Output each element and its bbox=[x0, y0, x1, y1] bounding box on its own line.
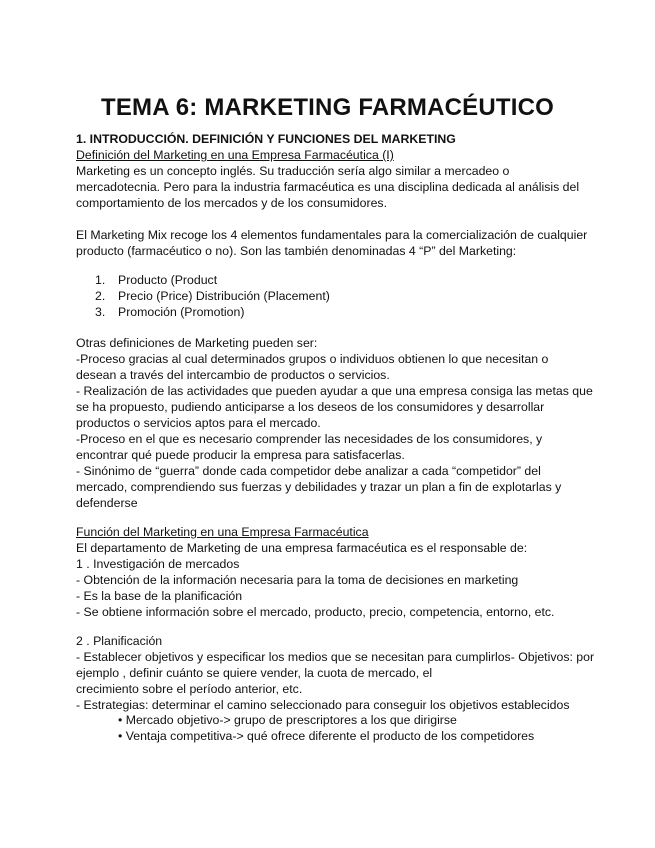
paragraph-line: El departamento de Marketing de una empresa farmacéutica es el responsable de: bbox=[76, 541, 528, 555]
list-text: Promoción (Promotion) bbox=[118, 305, 245, 319]
paragraph-line: - Obtención de la información necesaria para la toma de decisiones en marketing bbox=[76, 573, 519, 587]
list-text: Precio (Price) Distribución (Placement) bbox=[118, 289, 330, 303]
paragraph-line: 1 . Investigación de mercados bbox=[76, 557, 240, 571]
paragraph-line: comportamiento de los mercados y de los consumidores. bbox=[76, 196, 387, 210]
list-number: 2. bbox=[95, 289, 106, 303]
list-number: 1. bbox=[95, 273, 106, 287]
page-title: TEMA 6: MARKETING FARMACÉUTICO bbox=[100, 94, 555, 121]
bullet-item: • Mercado objetivo-> grupo de prescriptores a los que dirigirse bbox=[118, 713, 457, 727]
paragraph-line: 2 . Planificación bbox=[76, 634, 163, 648]
list-item bbox=[95, 305, 244, 319]
paragraph-line: Otras definiciones de Marketing pueden ser: bbox=[76, 336, 318, 350]
paragraph-line: - Realización de las actividades que pueden ayudar a que una empresa consiga las metas que bbox=[76, 384, 593, 398]
list-number: 3. bbox=[95, 305, 106, 319]
bullet-item: • Ventaja competitiva-> qué ofrece diferente el producto de los competidores bbox=[118, 729, 535, 743]
paragraph-line: -Proceso gracias al cual determinados grupos o individuos obtienen lo que necesitan o bbox=[76, 352, 549, 366]
paragraph-line: defenderse bbox=[76, 496, 138, 510]
paragraph-line: se ha propuesto, pudiendo anticiparse a los deseos de los consumidores y desarrollar bbox=[76, 400, 545, 414]
paragraph-line: desean a través del intercambio de productos o servicios. bbox=[76, 368, 390, 382]
paragraph-line: ejemplo , definir cuánto se quiere vender, la cuota de mercado, el bbox=[76, 666, 433, 680]
paragraph-line: El Marketing Mix recoge los 4 elementos fundamentales para la comercialización de cualquier bbox=[76, 228, 588, 242]
section-heading: 1. INTRODUCCIÓN. DEFINICIÓN Y FUNCIONES DEL MARKETING bbox=[76, 132, 456, 146]
paragraph-line: productos o servicios aptos para el mercado. bbox=[76, 416, 321, 430]
section-subheading: Definición del Marketing en una Empresa Farmacéutica (I) bbox=[76, 148, 394, 162]
paragraph-line: - Es la base de la planificación bbox=[76, 589, 243, 603]
paragraph-line: - Estrategias: determinar el camino seleccionado para conseguir los objetivos establecidos bbox=[76, 698, 570, 712]
paragraph-line: -Proceso en el que es necesario comprender las necesidades de los consumidores, y bbox=[76, 432, 543, 446]
paragraph-line: - Establecer objetivos y especificar los medios que se necesitan para cumplirlos- Objetivos: por bbox=[76, 650, 595, 664]
paragraph-line: - Sinónimo de “guerra” donde cada competidor debe analizar a cada “competidor” del bbox=[76, 464, 541, 478]
paragraph-line: mercadotecnia. Pero para la industria farmacéutica es una disciplina dedicada al análisis del bbox=[76, 180, 580, 194]
section-subheading: Función del Marketing en una Empresa Farmacéutica bbox=[76, 525, 369, 539]
paragraph-line: producto (farmacéutico o no). Son las también denominadas 4 “P” del Marketing: bbox=[76, 244, 517, 258]
paragraph-line: crecimiento sobre el período anterior, etc. bbox=[76, 682, 303, 696]
list-text: Producto (Product bbox=[118, 273, 218, 287]
list-item bbox=[95, 273, 217, 287]
paragraph-line: encontrar qué puede producir la empresa para satisfacerlas. bbox=[76, 448, 405, 462]
paragraph-line: mercado, comprendiendo sus fuerzas y debilidades y trazar un plan a fin de explotarlas y bbox=[76, 480, 562, 494]
list-item bbox=[95, 289, 330, 303]
paragraph-line: - Se obtiene información sobre el mercado, producto, precio, competencia, entorno, etc. bbox=[76, 605, 555, 619]
paragraph-line: Marketing es un concepto inglés. Su traducción sería algo similar a mercadeo o bbox=[76, 164, 510, 178]
